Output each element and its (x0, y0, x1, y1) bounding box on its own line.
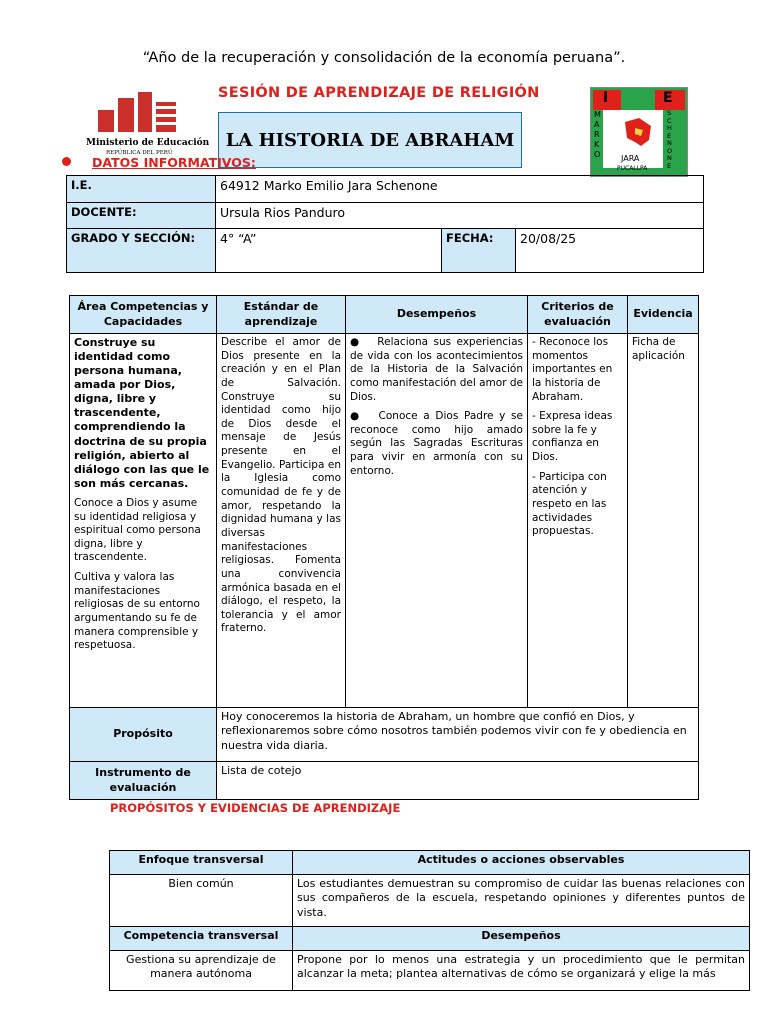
ie-label: I.E. (67, 176, 216, 203)
session-title: SESIÓN DE APRENDIZAJE DE RELIGIÓN (218, 85, 540, 101)
propositos-heading: PROPÓSITOS Y EVIDENCIAS DE APRENDIZAJE (110, 801, 401, 815)
docente-value: Ursula Rios Panduro (216, 203, 704, 229)
header-estandar: Estándar de aprendizaje (217, 296, 346, 334)
desempeno-1: Relaciona sus experiencias de vida con los acontecimientos de la Historia de la Salvación como manifestación del amor de Dios. (350, 336, 523, 403)
school-logo-letter-i: I (603, 90, 609, 106)
header-criterios: Criterios de evaluación (528, 296, 628, 334)
header-desempenos: Desempeños (346, 296, 528, 334)
ie-value: 64912 Marko Emilio Jara Schenone (216, 176, 704, 203)
school-logo (590, 87, 688, 177)
school-logo-right-text: SCHENONE (667, 109, 673, 170)
criterio-2: - Expresa ideas sobre la fe y confianza en Dios. (532, 410, 613, 464)
datos-informativos-heading: DATOS INFORMATIVOS: (92, 155, 256, 170)
desempenos-cell (346, 334, 528, 708)
fecha-label: FECHA: (442, 229, 516, 273)
criterio-1: - Reconoce los momentos importantes en la historia de Abraham. (532, 336, 613, 403)
criterio-3: - Participa con atención y respeto en las actividades propuestas. (532, 470, 607, 538)
fecha-value: 20/08/25 (516, 229, 704, 273)
info-table (66, 175, 704, 273)
instrumento-label: Instrumento de evaluación (70, 762, 217, 800)
bullet-icon: ● (350, 336, 378, 348)
header-area: Área Competencias y Capacidades (70, 296, 217, 334)
capacidad-2: Cultiva y valora las manifestaciones religiosas de su entorno argumentando su fe de manera comprensible y respetuosa. (74, 571, 200, 652)
header-evidencia: Evidencia (628, 296, 699, 334)
school-logo-letter-e: E (663, 90, 673, 106)
transversal-table (109, 850, 750, 991)
school-logo-left-text: MARKO (594, 110, 601, 159)
competencia-transversal-header: Competencia transversal (110, 927, 293, 951)
desempenos-transversal-value: Propone por lo menos una estrategia y un procedimiento que le permitan alcanzar la meta; plantea alternativas de cómo se organizará y elige la más (293, 951, 750, 991)
proposito-label: Propósito (70, 708, 217, 762)
grado-label: GRADO Y SECCIÓN: (67, 229, 216, 273)
enfoque-value: Bien común (110, 875, 293, 927)
enfoque-header: Enfoque transversal (110, 851, 293, 875)
evidencia-text: Ficha de aplicación (628, 334, 699, 708)
bullet-icon: ● (350, 410, 379, 423)
ministry-logo-subtext: REPÚBLICA DEL PERÚ (106, 150, 173, 156)
instrumento-value: Lista de cotejo (217, 762, 699, 800)
grado-value: 4° “A” (216, 229, 442, 273)
actitudes-header: Actitudes o acciones observables (293, 851, 750, 875)
lesson-title: LA HISTORIA DE ABRAHAM (218, 112, 522, 168)
bullet-icon (62, 157, 71, 166)
desempenos-transversal-header: Desempeños (293, 927, 750, 951)
competencias-table (69, 295, 699, 800)
criterios-cell (528, 334, 628, 708)
school-logo-city: PUCALLPA (617, 165, 648, 172)
school-logo-bottom-text: JARA (621, 154, 640, 163)
ministry-logo-text: Ministerio de Educación (86, 138, 210, 148)
year-motto: “Año de la recuperación y consolidación de la economía peruana”. (142, 50, 626, 66)
competencia-text: Construye su identidad como persona humana, amada por Dios, digna, libre y trascendente, comprendiendo la doctrina de su propia religión, abierto al diálogo con las que le son más cercanas. (74, 336, 210, 490)
proposito-value: Hoy conoceremos la historia de Abraham, un hombre que confió en Dios, y reflexionaremos sobre cómo nosotros también podemos vivir con fe y obediencia en nuestra vida diaria. (217, 708, 699, 762)
docente-label: DOCENTE: (67, 203, 216, 229)
desempeno-2: Conoce a Dios Padre y se reconoce como hijo amado según las Sagradas Escrituras para vivir en armonía con su entorno. (350, 410, 523, 477)
capacidad-1: Conoce a Dios y asume su identidad religiosa y espiritual como persona digna, libre y trascendente. (74, 496, 201, 564)
estandar-text: Describe el amor de Dios presente en la creación y en el Plan de Salvación. Construye su identidad como hijo de Dios desde el mensaje de Jesús presente en el Evangelio. Participa en la Iglesia como comunidad de fe y de amor, respetando la dignidad humana y las diversas manifestaciones religiosas. Fomenta una convivencia armónica basada en el diálogo, el respeto, la tolerancia y el amor fraterno. (217, 334, 346, 708)
competencia-cell (70, 334, 217, 708)
actitudes-value: Los estudiantes demuestran su compromiso de cuidar las buenas relaciones con sus compañeros de la escuela, respetando opiniones y diferentes puntos de vista. (293, 875, 750, 927)
competencia-transversal-value: Gestiona su aprendizaje de manera autónoma (110, 951, 293, 991)
